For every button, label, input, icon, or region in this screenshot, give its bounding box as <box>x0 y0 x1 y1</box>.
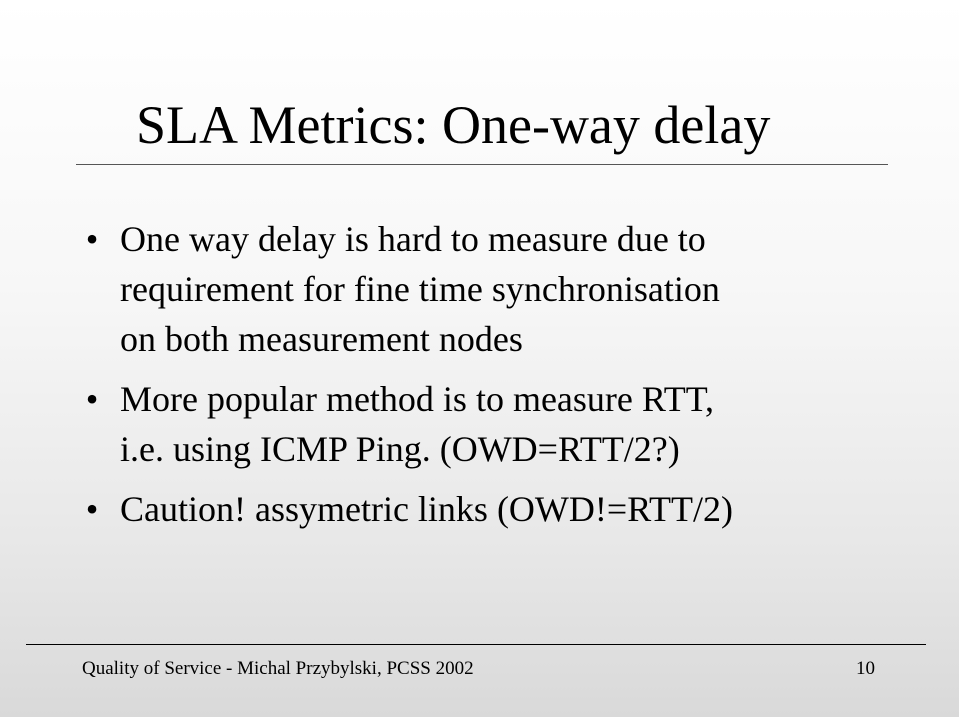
bullet-line: Caution! assymetric links (OWD!=RTT/2) <box>120 489 734 529</box>
bullet-line: requirement for fine time synchronisation <box>120 269 720 309</box>
title-divider <box>76 164 888 165</box>
bullet-line: on both measurement nodes <box>120 319 523 359</box>
bullet-line: More popular method is to measure RTT, <box>120 379 715 419</box>
page-number: 10 <box>856 658 875 679</box>
slide-title: SLA Metrics: One-way delay <box>136 95 771 155</box>
bullet-marker: • <box>85 219 99 259</box>
bullet-list <box>82 214 862 544</box>
bullet-line: One way delay is hard to measure due to <box>120 219 706 259</box>
bullet-marker: • <box>85 379 99 419</box>
bullet-marker: • <box>85 489 99 529</box>
footer-text: Quality of Service - Michal Przybylski, PCSS 2002 <box>82 658 474 679</box>
bullet-item <box>82 484 862 534</box>
bullet-line: i.e. using ICMP Ping. (OWD=RTT/2?) <box>120 429 680 469</box>
footer-divider <box>26 644 926 645</box>
bullet-item <box>82 214 862 364</box>
bullet-item <box>82 374 862 474</box>
